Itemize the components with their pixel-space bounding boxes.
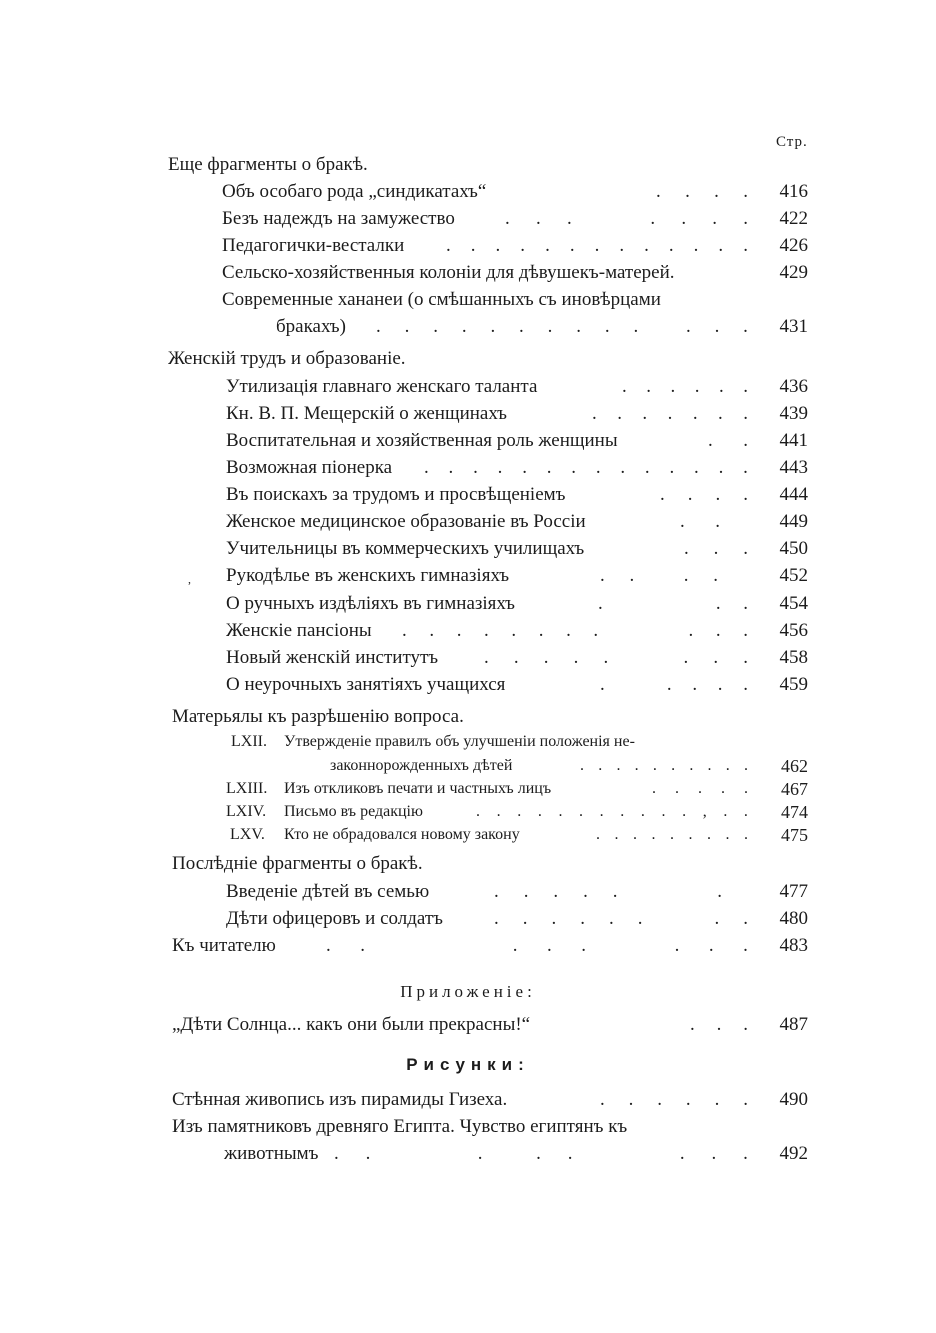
toc-entry-title: Объ особаго рода „синдикатахъ“ [222,181,487,202]
leader-dots: . . . . [660,484,748,505]
leader-dots: . . . . . . . . [334,1143,748,1164]
leader-dots: . . . . . [600,674,748,695]
toc-entry-page: 444 [779,484,808,505]
figures-heading: Рисунки: [406,1055,530,1074]
toc-entry-page: 452 [779,565,808,586]
toc-entry-title: Кн. В. П. Мещерскій о женщинахъ [226,403,507,424]
toc-entry-title: О ручныхъ издѣліяхъ въ гимназіяхъ [226,593,516,614]
toc-entry-title: Введеніе дѣтей въ семью [226,881,430,902]
leader-dots: . . . . . . . . . . . . . . [424,457,748,478]
leader-dots: . . . . . . . . . . . [402,620,748,641]
leader-dots: . . . . . . . . . . . , . . [476,803,748,820]
toc-entry-title-continued: бракахъ) [276,316,346,337]
leader-dots: . . . . . . . . [484,647,748,668]
toc-entry-title: Къ читателю [172,935,276,956]
toc-entry-page: 474 [781,802,808,822]
toc-entry-numeral: LXII. [231,733,267,750]
leader-dots: . . . [684,538,748,559]
toc-entry-title: Воспитательная и хозяйственная роль женщины [226,430,618,451]
toc-entry-title: Женскіе пансіоны [226,620,372,641]
toc-entry-numeral: LXIV. [226,803,267,820]
toc-entry-title: Учительницы въ коммерческихъ училищахъ [226,538,585,559]
leader-dots: . . . . . . . . . . [580,757,748,774]
leader-dots: . . . . [656,181,748,202]
toc-entry-page: 450 [779,538,808,559]
toc-entry-page: 462 [781,756,808,776]
leader-dots: . . . . . . . [592,403,748,424]
leader-dots: . . . . . . . . . [596,826,748,843]
toc-entry-title: Письмо въ редакцію [284,803,423,820]
leader-dots: . . . . . [652,780,748,797]
toc-entry-title: Изъ памятниковъ древняго Египта. Чувство египтянъ къ [172,1116,628,1137]
leader-dots: . . . . . . . [505,208,748,229]
toc-entry-numeral: LXV. [230,826,265,843]
toc-entry-page: 458 [779,647,808,668]
toc-entry-title: Возможная піонерка [226,457,393,478]
toc-entry-title-continued: животнымъ [224,1143,319,1164]
toc-entry-title: Утилизація главнаго женскаго таланта [226,376,538,397]
toc-entry-title: Кто не обрадовался новому закону [284,826,520,843]
page-column-label: Стр. [776,134,808,150]
toc-entry-title: Въ поискахъ за трудомъ и просвѣщеніемъ [226,484,566,505]
leader-dots: . . . [598,593,748,614]
toc-entry-title: Рукодѣлье въ женскихъ гимназіяхъ [226,565,510,586]
toc-entry-page: 492 [779,1143,808,1164]
toc-entry-numeral: LXIII. [226,780,268,797]
toc-entry-title: Стѣнная живопись изъ пирамиды Гизеха. [172,1089,508,1110]
leader-dots: . . [680,511,720,532]
toc-entry-title: Дѣти офицеровъ и солдатъ [226,908,443,929]
toc-entry-page: 454 [779,593,808,614]
toc-entry-page: 449 [779,511,808,532]
section-title: Послѣдніе фрагменты о бракѣ. [172,853,423,874]
leader-dots: . . . . [600,565,718,586]
toc-entry-title: Изъ откликовъ печати и частныхъ лицъ [284,780,552,797]
toc-entry-title: Сельско-хозяйственныя колоніи для дѣвушекъ-матерей. [222,262,675,283]
toc-entry-page: 429 [779,262,808,283]
toc-entry-title: Безъ надеждъ на замужество [222,208,455,229]
toc-entry-page: 436 [779,376,808,397]
toc-entry-title: Утвержденіе правилъ объ улучшеніи положенія не- [284,733,635,750]
leader-dots: . . . . . . [494,881,722,902]
leader-dots: . . . . . . . . [326,935,748,956]
toc-entry-page: 441 [779,430,808,451]
toc-entry-page: 456 [779,620,808,641]
appendix-heading: Приложеніе: [400,982,536,1001]
toc-entry-title: О неурочныхъ занятіяхъ учащихся [226,674,506,695]
leader-dots: . . . . . . . . . . . . . [376,316,748,337]
toc-entry-page: 483 [779,935,808,956]
section-title: Матерьялы къ разрѣшенію вопроса. [172,706,464,727]
toc-entry-page: 487 [779,1014,808,1035]
section-title: Женскій трудъ и образованіе. [168,348,406,369]
toc-entry-title: Современные хананеи (о смѣшанныхъ съ иновѣрцами [222,289,661,310]
leader-dots: . . . . . . . . . . . . . [446,235,748,256]
toc-entry-page: 480 [779,908,808,929]
toc-entry-page: 467 [781,779,808,799]
toc-entry-title: Женское медицинское образованіе въ Россіи [226,511,586,532]
toc-entry-title: Педагогички-весталки [222,235,405,256]
toc-entry-page: 490 [779,1089,808,1110]
leader-dots: . . . . . . [622,376,748,397]
toc-entry-title: Новый женскій институтъ [226,647,439,668]
toc-entry-page: 431 [779,316,808,337]
leader-dots: . . . . . . . . [494,908,748,929]
toc-entry-page: 443 [779,457,808,478]
leader-dots: . . . . . . [600,1089,748,1110]
toc-entry-title-continued: законнорожденныхъ дѣтей [330,757,513,774]
toc-entry-page: 416 [779,181,808,202]
leader-dots: . . [708,430,748,451]
leader-dots: . . . [690,1014,748,1035]
toc-entry-page: 477 [779,881,808,902]
toc-entry-page: 422 [779,208,808,229]
toc-entry-page: 459 [779,674,808,695]
toc-entry-page: 475 [781,825,808,845]
section-title: Еще фрагменты о бракѣ. [168,154,368,175]
toc-entry-page: 426 [779,235,808,256]
toc-entry-page: 439 [779,403,808,424]
toc-entry-title: „Дѣти Солнца... какъ они были прекрасны!“ [172,1014,531,1035]
stray-mark: , [188,572,191,586]
